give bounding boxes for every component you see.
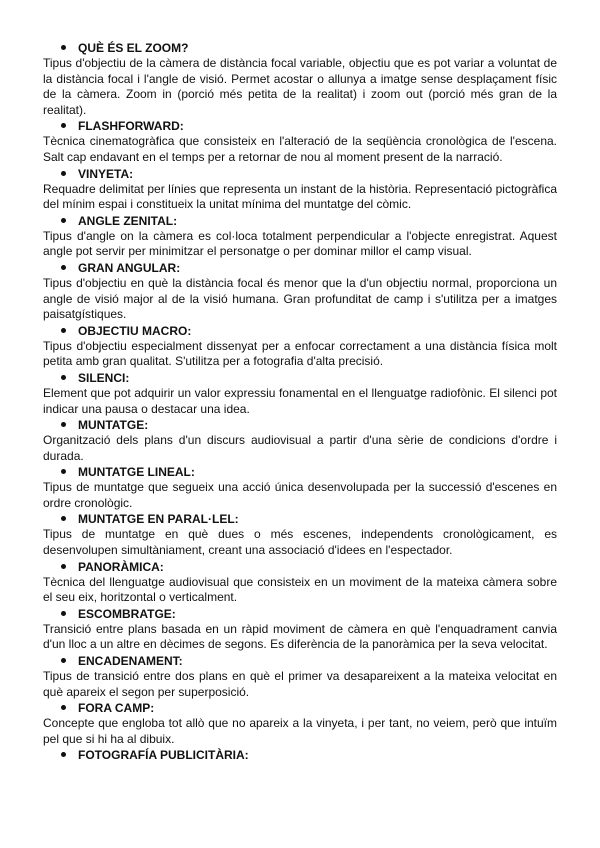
glossary-entry	[43, 700, 557, 747]
entry-term-text: MUNTATGE LINEAL:	[78, 465, 195, 480]
entry-term	[43, 166, 557, 182]
glossary-entry	[43, 166, 557, 213]
entry-definition: Tipus de muntatge que segueix una acció única desenvolupada per la successió d'escenes en ordre cronològic.	[43, 480, 557, 510]
entry-term-text: PANORÀMICA:	[78, 559, 164, 574]
entry-definition: Tècnica cinematogràfica que consisteix en l'alteració de la seqüència cronològica de l'escena. Salt cap endavant en el temps per a retornar de nou al moment present de la narració.	[43, 134, 557, 164]
entry-term-text: FLASHFORWARD:	[78, 119, 184, 134]
entry-definition: Element que pot adquirir un valor expressiu fonamental en el llenguatge radiofònic. El silenci pot indicar una pausa o destacar una idea.	[43, 385, 557, 416]
entry-term-text: MUNTATGE:	[78, 418, 149, 433]
entry-term	[43, 747, 557, 763]
glossary-entry	[43, 370, 557, 417]
entry-term	[43, 417, 557, 433]
entry-definition: Requadre delimitat per línies que representa un instant de la història. Representació pictogràfica del mínim espai i constitueix la unitat mínima del muntatge del còmic.	[43, 181, 557, 212]
entry-definition: Tipus d'objectiu especialment dissenyat per a enfocar correctament a una distància física molt petita amb gran qualitat. S'utilitza per a fotografia d'alta precisió.	[43, 338, 557, 369]
entry-definition: Tècnica del llenguatge audiovisual que consisteix en un moviment de la mateixa càmera sobre el seu eix, horitzontal o verticalment.	[43, 574, 557, 605]
entry-term	[43, 323, 557, 339]
glossary-entry	[43, 464, 557, 511]
entry-definition: Transició entre plans basada en un ràpid moviment de càmera en què l'enquadrament canvia d'un lloc a un altre en dècimes de segons. Es diferència de la panoràmica per la seva velocitat.	[43, 621, 557, 652]
glossary-entry	[43, 213, 557, 260]
bullet-icon	[61, 658, 66, 663]
entry-term-text: ANGLE ZENITAL:	[78, 213, 178, 228]
glossary	[43, 40, 557, 763]
entry-term-text: QUÈ ÉS EL ZOOM?	[78, 41, 189, 55]
entry-definition: Tipus d'objectiu de la càmera de distància focal variable, objectiu que es pot variar a voluntat de la distància focal i l'angle de visió. Permet acostar o allunya a imatge sense desplaçament físic de la càmera. Zoom in (porció més petita de la realitat) i zoom out (porció més gran de la realitat).	[43, 56, 557, 117]
entry-definition: Tipus d'objectiu en què la distància focal és menor que la d'un objectiu normal, proporciona un angle de visió major al de la visió humana. Gran profunditat de camp i s'utilitza per a imatges paisatgístiques.	[43, 275, 557, 322]
bullet-icon	[61, 218, 66, 223]
entry-term	[43, 213, 557, 229]
bullet-icon	[61, 469, 66, 474]
entry-definition: Tipus de muntatge en què dues o més escenes, independents cronològicament, es desenvolupen simultàniament, creant una associació d'idees en l'espectador.	[43, 527, 557, 558]
entry-term-text: ENCADENAMENT:	[78, 654, 183, 669]
entry-term-text: OBJECTIU MACRO:	[78, 323, 192, 338]
entry-term-text: VINYETA:	[78, 166, 134, 181]
entry-term	[43, 464, 557, 480]
glossary-entry	[43, 40, 557, 118]
entry-term	[43, 260, 557, 276]
entry-term	[43, 653, 557, 669]
bullet-icon	[61, 752, 66, 757]
glossary-entry	[43, 559, 557, 606]
entry-term-text: FORA CAMP:	[78, 701, 155, 716]
bullet-icon	[61, 328, 66, 333]
bullet-icon	[61, 375, 66, 380]
glossary-entry	[43, 260, 557, 323]
entry-term	[43, 700, 557, 716]
entry-term-text: SILENCI:	[78, 370, 130, 385]
glossary-entry	[43, 417, 557, 464]
glossary-entry	[43, 511, 557, 558]
bullet-icon	[61, 171, 66, 176]
entry-term	[43, 559, 557, 575]
entry-term	[43, 370, 557, 386]
entry-term	[43, 40, 557, 56]
glossary-entry	[43, 747, 557, 763]
bullet-icon	[61, 265, 66, 270]
bullet-icon	[61, 564, 66, 569]
bullet-icon	[61, 516, 66, 521]
entry-term-text: ESCOMBRATGE:	[78, 606, 176, 621]
entry-definition: Tipus de transició entre dos plans en què el primer va desapareixent a la mateixa velocitat en què apareix el segon per superposició.	[43, 669, 557, 699]
glossary-entry	[43, 323, 557, 370]
bullet-icon	[61, 123, 66, 128]
entry-term-text: GRAN ANGULAR:	[78, 260, 181, 275]
bullet-icon	[61, 611, 66, 616]
bullet-icon	[61, 705, 66, 710]
entry-term	[43, 511, 557, 527]
entry-definition: Tipus d'angle on la càmera es col·loca totalment perpendicular a l'objecte enregistrat. Aquest angle pot servir per minimitzar el personatge o per dominar millor el camp visual.	[43, 228, 557, 259]
entry-term-text: MUNTATGE EN PARAL·LEL:	[78, 512, 239, 527]
bullet-icon	[61, 422, 66, 427]
entry-definition: Concepte que engloba tot allò que no apareix a la vinyeta, i per tant, no veiem, però que intuïm pel que si hi ha al dibuix.	[43, 716, 557, 746]
entry-term-text: FOTOGRAFÍA PUBLICITÀRIA:	[78, 748, 249, 763]
entry-term	[43, 606, 557, 622]
entry-term	[43, 118, 557, 134]
bullet-icon	[61, 45, 66, 50]
entry-definition: Organització dels plans d'un discurs audiovisual a partir d'una sèrie de condicions d'ordre i durada.	[43, 433, 557, 463]
glossary-entry	[43, 118, 557, 165]
glossary-entry	[43, 606, 557, 653]
glossary-entry	[43, 653, 557, 700]
